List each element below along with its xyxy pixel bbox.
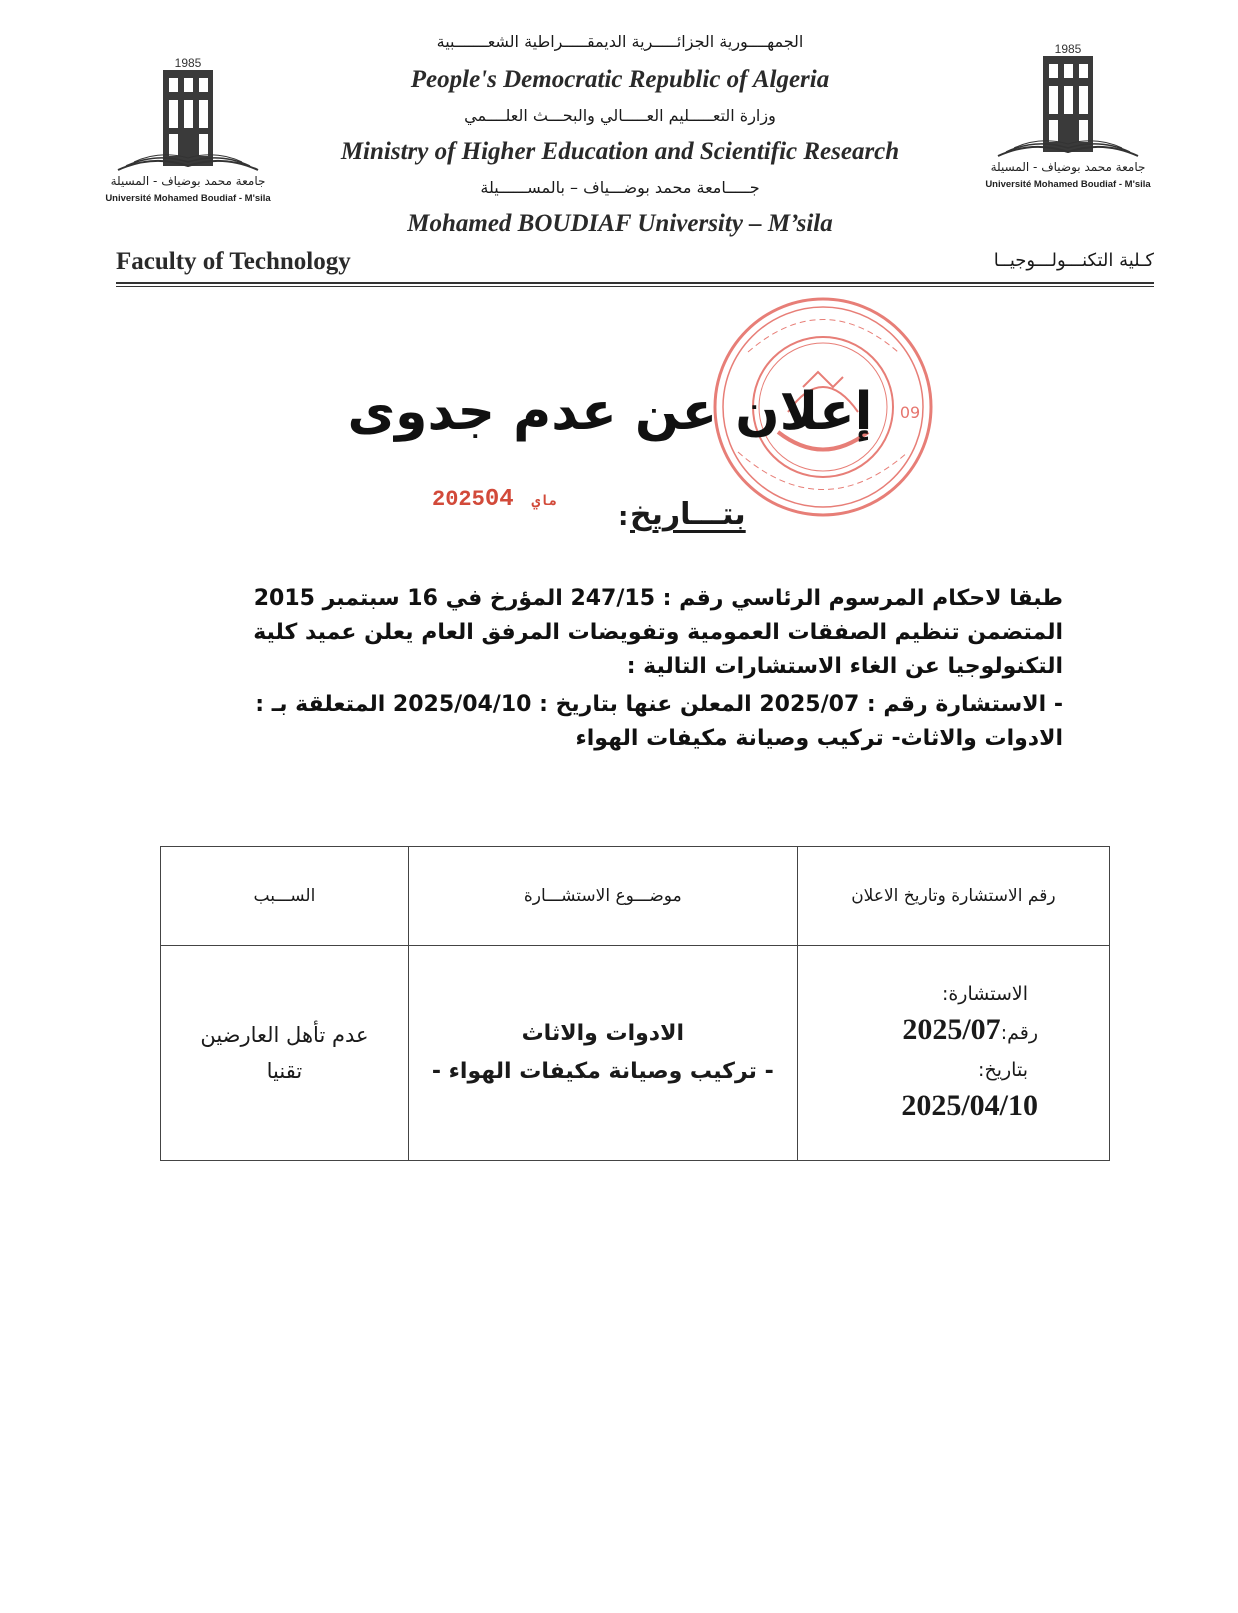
university-logo-right: [968, 42, 1168, 192]
republic-en: People's Democratic Republic of Algeria: [410, 66, 830, 93]
ministry-en: Ministry of Higher Education and Scientific Research: [340, 138, 900, 165]
subject-line-2: - تركيب وصيانة مكيفات الهواء -: [431, 1059, 774, 1084]
header-divider: [116, 286, 1154, 287]
consultation-details-paragraph: - الاستشارة رقم : 2025/07 المعلن عنها بتاريخ : 2025/04/10 المتعلقة بـ : الادوات والاثاث- تركيب وصيانة مكيفات الهواء: [255, 692, 1063, 751]
tower-logo-icon: [988, 56, 1148, 161]
faculty-name-ar: كـلية التكنـــولـــوجيــا: [993, 250, 1154, 271]
faculty-name-en: Faculty of Technology: [116, 248, 351, 275]
date-stamp-day: 04: [484, 486, 514, 513]
date-label-cell: بتاريخ:: [978, 1059, 1028, 1081]
legal-reference-paragraph: طبقا لاحكام المرسوم الرئاسي رقم : 247/15 المؤرخ في 16 سبتمبر 2015 المتضمن تنظيم الصفقات العمومية وتفويضات المرفق العام يعلن عميد كلية التكنولوجيا عن الغاء الاستشارات التالية :: [253, 586, 1063, 679]
date-stamp-year: 2025: [432, 487, 485, 512]
cancellation-table: [160, 846, 1110, 1161]
date-stamp: [432, 486, 573, 513]
university-en: Mohamed BOUDIAF University – M’sila: [407, 210, 833, 237]
logo-name-ar: جامعة محمد بوضياف - المسيلة: [990, 160, 1146, 174]
university-logo-left: [88, 56, 288, 206]
date-label: بتـــاريخ: [630, 497, 746, 532]
announcement-title: إعلان عن عدم جدوى: [347, 382, 873, 442]
university-ar: جـــــامعة محمد بوضـــياف – بالمســــــيلة: [480, 178, 760, 197]
table-row: [161, 946, 1110, 1161]
ministry-ar: وزارة التعـــــليم العـــــالي والبحـــث العلــــمي: [464, 106, 776, 125]
stamp-number: 09: [899, 403, 921, 422]
header-reason: الســـبب: [161, 847, 409, 946]
reason-line-1: عدم تأهل العارضين: [200, 1023, 369, 1047]
logo-name-fr: Université Mohamed Boudiaf - M'sila: [985, 179, 1151, 190]
number-label: رقم:: [1000, 1022, 1038, 1044]
header-ref-date: رقم الاستشارة وتاريخ الاعلان: [797, 847, 1109, 946]
republic-ar: الجمهــــورية الجزائـــــرية الديمقـــــراطية الشعـــــــبية: [436, 32, 804, 51]
cell-subject: [408, 946, 797, 1161]
tower-logo-icon: [108, 70, 268, 175]
consultation-number-line: [799, 1013, 1108, 1047]
consultation-number: 2025/07: [902, 1013, 1001, 1046]
reason-line-2: تقنيا: [266, 1059, 303, 1083]
logo-year: 1985: [1054, 42, 1082, 56]
consultation-label: الاستشارة:: [941, 983, 1028, 1005]
logo-year: 1985: [174, 56, 202, 70]
consultation-date: 2025/04/10: [901, 1089, 1038, 1122]
date-stamp-month: ماي: [531, 494, 557, 510]
header-divider: [116, 282, 1154, 284]
cell-reason: [161, 946, 409, 1161]
subject-line-1: الادوات والاثاث: [521, 1021, 684, 1046]
table-header-row: [161, 847, 1110, 946]
logo-name-fr: Université Mohamed Boudiaf - M'sila: [105, 193, 271, 204]
date-colon: :: [618, 502, 629, 532]
header-subject: موضـــوع الاستشـــارة: [408, 847, 797, 946]
logo-name-ar: جامعة محمد بوضياف - المسيلة: [110, 174, 266, 188]
cell-ref-date: [797, 946, 1109, 1161]
